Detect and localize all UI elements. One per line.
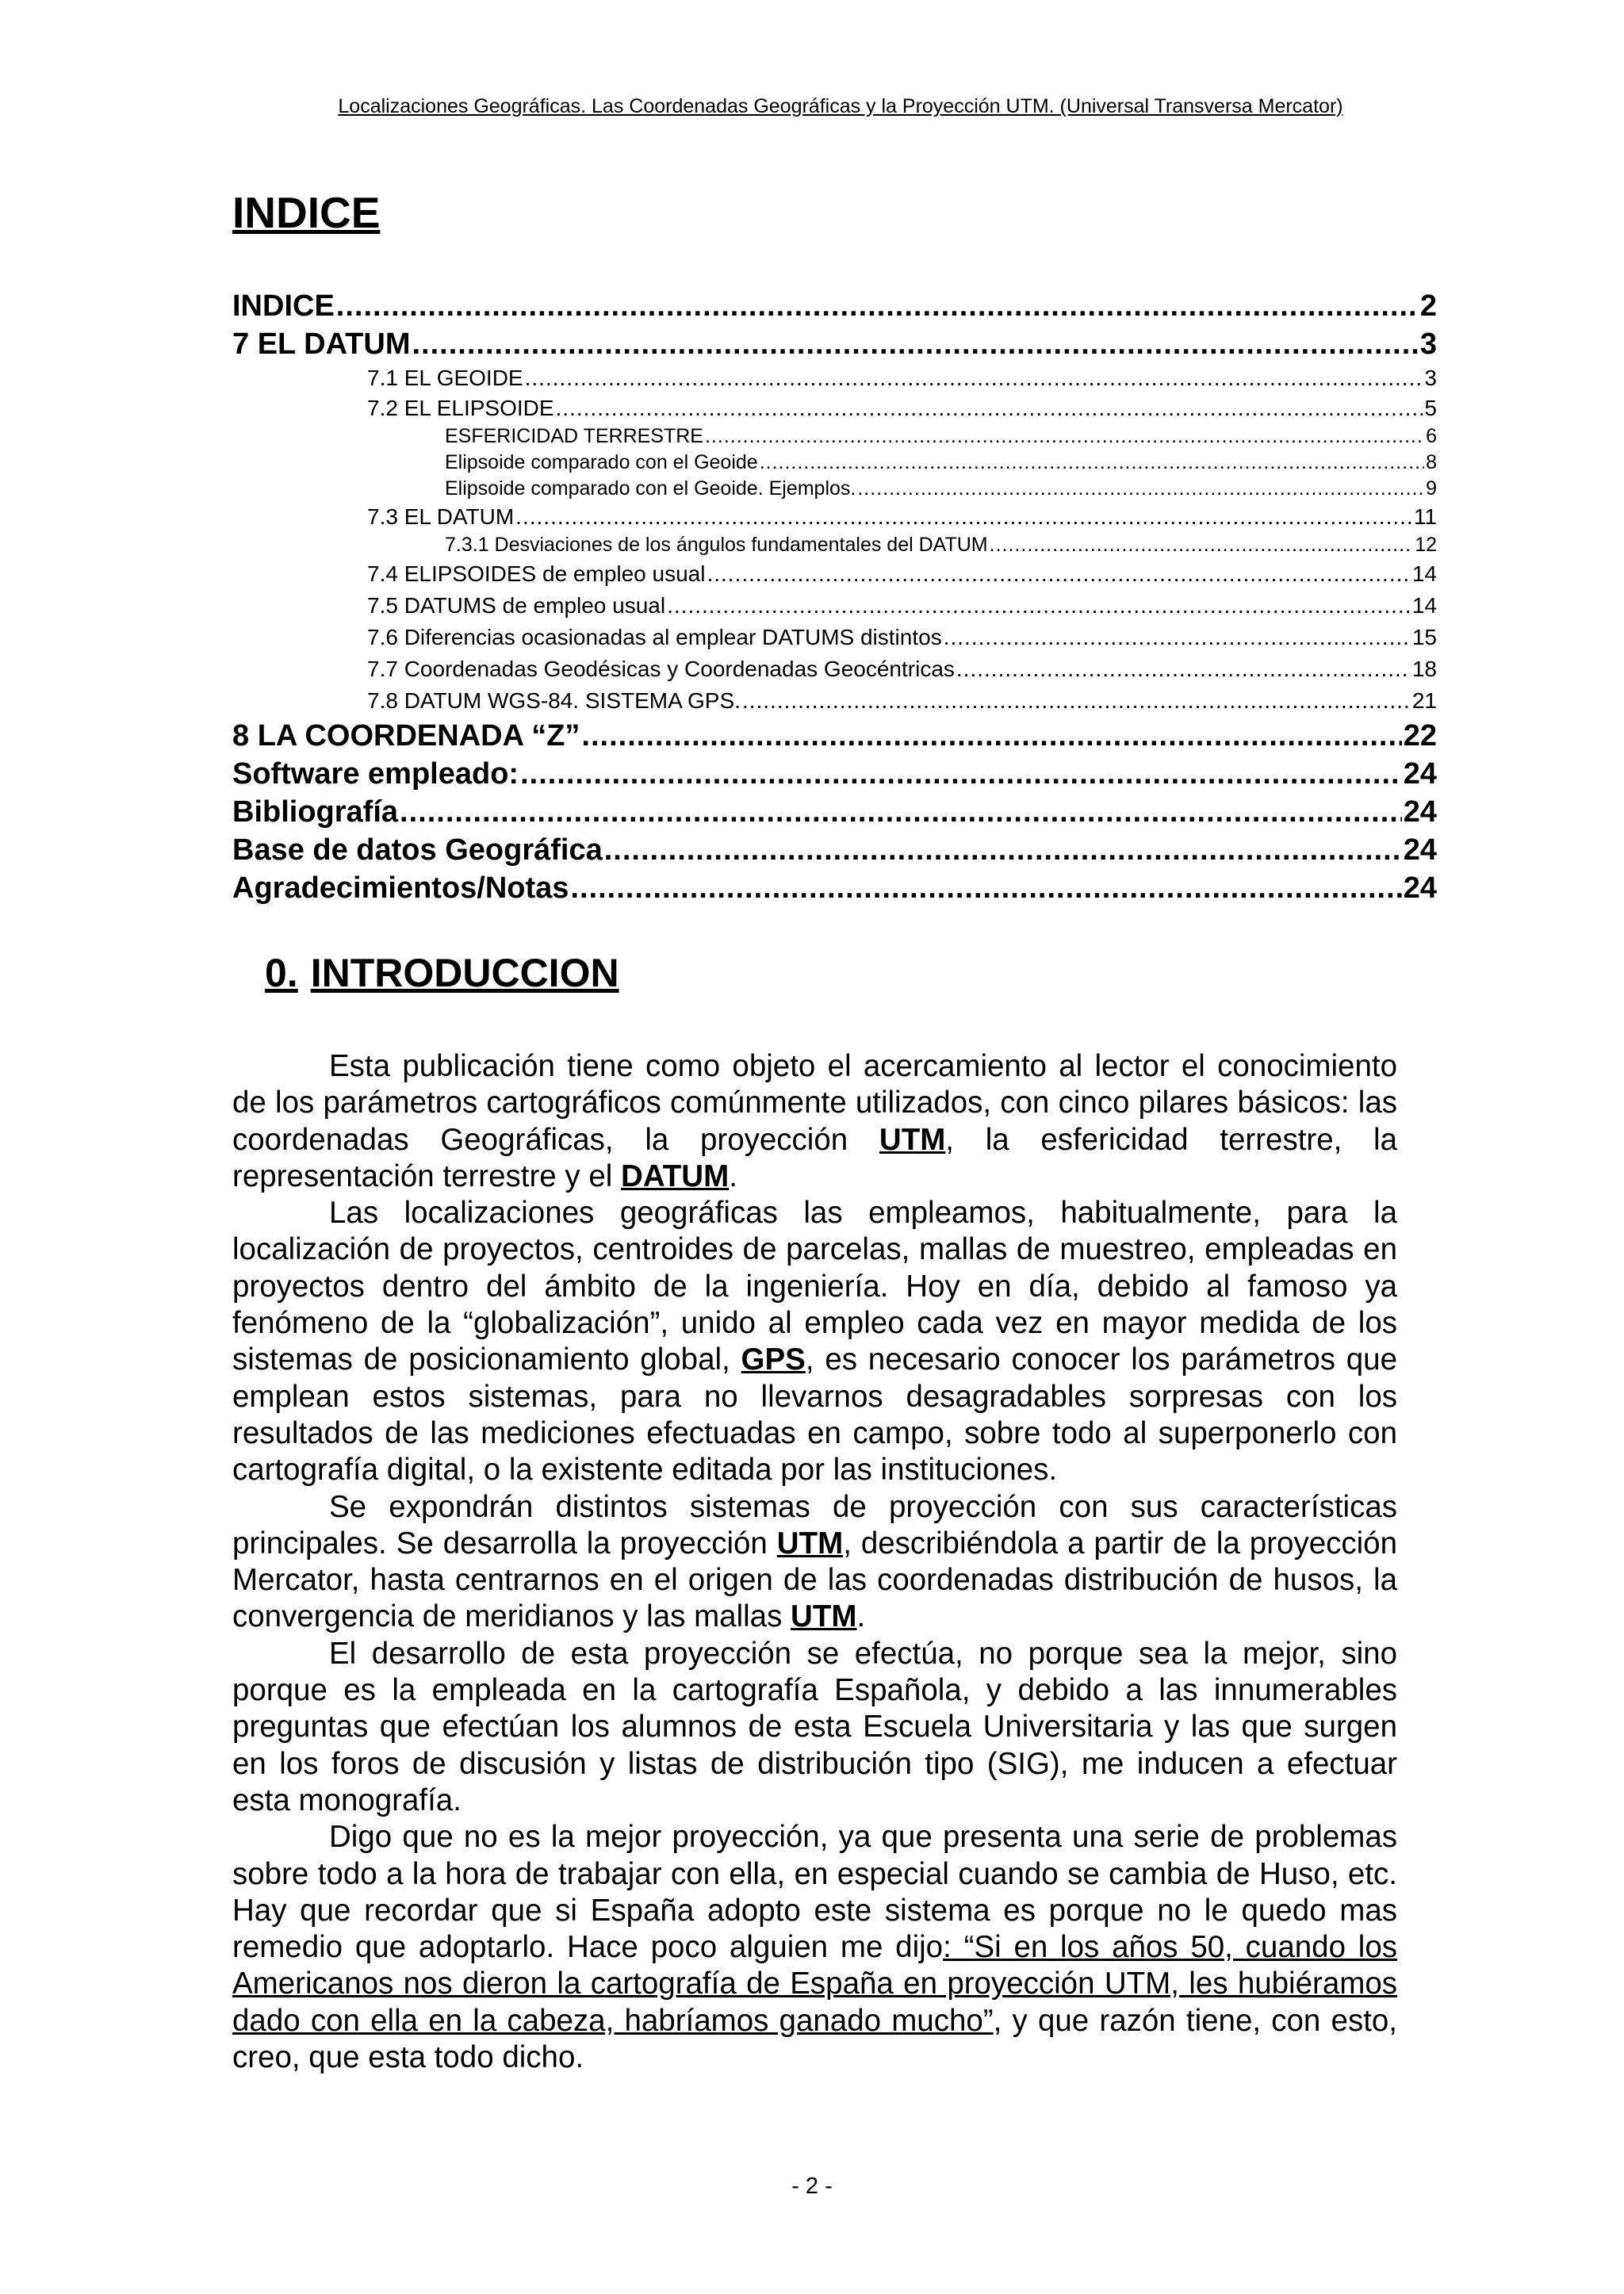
toc-entry-label: Agradecimientos/Notas [232, 871, 569, 905]
toc-entry-page: 8 [1426, 451, 1437, 473]
paragraph [232, 1819, 1397, 2076]
keyword-utm: UTM [879, 1122, 946, 1157]
toc-entry-page: 24 [1403, 757, 1437, 791]
text-run: . [856, 1599, 866, 1634]
toc-entry-label: Base de datos Geográfica [232, 833, 603, 867]
toc-entry[interactable] [232, 831, 1437, 869]
paragraph: El desarrollo de esta proyección se efectúa, no porque sea la mejor, sino porque es la empleada en la cartografía Española, y debido a las innumerables preguntas que efectúan los alumnos de esta Escuela Universitaria y las que surgen en los foros de discusión y listas de distribución tipo (SIG), me inducen a efectuar esta monografía. [232, 1636, 1397, 1817]
toc-entry-page: 15 [1411, 625, 1437, 649]
toc-entry-label: 7.7 Coordenadas Geodésicas y Coordenadas Geocéntricas [367, 657, 955, 681]
dot-leader [742, 685, 1411, 717]
toc-entry-page: 24 [1403, 795, 1437, 829]
toc-entry-label: 7.4 ELIPSOIDES de empleo usual [367, 561, 706, 586]
toc-entry[interactable] [232, 869, 1437, 907]
toc-entry[interactable] [232, 558, 1437, 590]
toc-entry-label: INDICE [232, 289, 335, 323]
toc-entry-label: 7 EL DATUM [232, 327, 411, 361]
section-number: 0. [265, 951, 298, 995]
toc-entry-page: 18 [1411, 657, 1437, 681]
toc-entry[interactable] [232, 287, 1437, 325]
toc-entry[interactable] [232, 653, 1437, 685]
text-run: Esta publicación tiene como objeto el acercamiento al lector el conocimiento de los parámetros cartográficos comúnmente utilizados, con cinco pilares básicos: las coordenadas Geográficas, la proyección [232, 1049, 1397, 1157]
keyword-utm: UTM [791, 1599, 857, 1634]
running-header: Localizaciones Geográficas. Las Coordenadas Geográficas y la Proyección UTM. (Universal Transversa Mercator) [338, 95, 1343, 117]
toc-entry[interactable] [232, 685, 1437, 717]
toc-entry[interactable] [232, 393, 1437, 423]
dot-leader [604, 831, 1402, 869]
toc-entry-label: Bibliografía [232, 795, 399, 829]
text-run: , es necesario conocer los parámetros que emplean estos sistemas, para no llevarnos desagradables sorpresas con los resultados de las mediciones efectuadas en campo, sobre todo al superponerlo con cartografía digital, o la existente editada por las instituciones. [232, 1342, 1398, 1488]
toc-entry-page: 21 [1411, 688, 1437, 713]
toc-entry-page: 6 [1426, 425, 1437, 447]
underlined-quote: : “Si en los años 50, cuando los Americanos nos dieron la cartografía de España en proyección UTM, les hubiéramos dado con ella en la cabeza, habríamos ganado mucho” [232, 1930, 1397, 2038]
dot-leader [857, 476, 1424, 502]
text-run: , describiéndola a partir de la proyección Mercator, hasta centrarnos en el origen de las coordenadas distribución de husos, la convergencia de meridianos y las mallas [232, 1526, 1397, 1634]
text-run: Se expondrán distintos sistemas de proyección con sus características principales. Se desarrolla la proyección [232, 1489, 1397, 1561]
paragraph [232, 1489, 1397, 1636]
toc-entry[interactable] [232, 755, 1437, 793]
text-run: , y que razón tiene, con esto, creo, que esta todo dicho. [232, 2003, 1397, 2075]
toc-entry[interactable] [232, 717, 1437, 755]
intro-heading [265, 950, 619, 996]
toc-entry-page: 2 [1419, 289, 1437, 323]
page-number: - 2 - [791, 2173, 833, 2199]
toc-entry-page: 5 [1424, 396, 1437, 420]
index-title: INDICE [232, 188, 381, 237]
text-run: . [729, 1158, 737, 1193]
toc-entry[interactable] [232, 793, 1437, 831]
toc-entry[interactable] [232, 325, 1437, 363]
toc-entry-page: 3 [1424, 366, 1437, 390]
dot-leader [705, 423, 1424, 450]
toc-entry-page: 14 [1411, 593, 1437, 618]
toc-entry-page: 14 [1411, 561, 1437, 586]
toc-entry-page: 11 [1413, 504, 1437, 529]
toc-entry-label: 7.1 EL GEOIDE [367, 366, 523, 390]
toc-entry-label: 7.6 Diferencias ocasionadas al emplear DATUMS distintos [367, 625, 942, 649]
dot-leader [760, 450, 1424, 476]
toc-entry-page: 22 [1403, 719, 1437, 753]
toc-entry-label: 7.3 EL DATUM [367, 504, 515, 529]
text-run: Las localizaciones geográficas las empleamos, habitualmente, para la localización de proyectos, centroides de parcelas, mallas de muestreo, empleadas en proyectos dentro del ámbito de la ingeniería. Hoy en día, debido al famoso ya fenómeno de la “globalización”, unido al empleo cada vez en mayor medida de los sistemas de posicionamiento global, [232, 1196, 1397, 1377]
toc-entry[interactable] [232, 532, 1437, 558]
dot-leader [556, 393, 1423, 423]
toc-entry[interactable] [232, 476, 1437, 502]
section-title: INTRODUCCION [310, 951, 619, 995]
toc-entry[interactable] [232, 622, 1437, 653]
toc-entry-page: 12 [1415, 534, 1437, 556]
keyword-gps: GPS [741, 1342, 806, 1377]
dot-leader [667, 590, 1411, 622]
toc-entry[interactable] [232, 423, 1437, 450]
toc-entry[interactable] [232, 363, 1437, 393]
dot-leader [570, 869, 1401, 907]
toc-entry-page: 3 [1419, 327, 1437, 361]
keyword-utm: UTM [776, 1526, 844, 1561]
toc-entry-page: 9 [1426, 477, 1437, 500]
keyword-datum: DATUM [621, 1158, 730, 1193]
text-run: , la esfericidad terrestre, la representación terrestre y el [232, 1122, 1397, 1193]
dot-leader [520, 755, 1402, 793]
toc-entry-page: 24 [1403, 833, 1437, 867]
toc-entry-label: 7.5 DATUMS de empleo usual [367, 593, 666, 618]
toc-entry-label: 7.3.1 Desviaciones de los ángulos fundamentales del DATUM [445, 534, 988, 556]
toc-entry-label: ESFERICIDAD TERRESTRE [445, 425, 703, 447]
toc-entry[interactable] [232, 450, 1437, 476]
toc-entry-label: Software empleado: [232, 757, 519, 791]
toc-entry[interactable] [232, 590, 1437, 622]
toc-entry-label: Elipsoide comparado con el Geoide. Ejemplos. [445, 477, 856, 500]
dot-leader [707, 558, 1410, 590]
paragraph [232, 1048, 1397, 1195]
table-of-contents [232, 287, 1437, 907]
dot-leader [515, 502, 1412, 532]
toc-entry-label: 7.2 EL ELIPSOIDE [367, 396, 554, 420]
dot-leader [944, 622, 1411, 653]
dot-leader [581, 717, 1401, 755]
toc-entry-label: 7.8 DATUM WGS-84. SISTEMA GPS. [367, 688, 741, 713]
dot-leader [990, 532, 1414, 558]
dot-leader [956, 653, 1411, 685]
toc-entry-page: 24 [1403, 871, 1437, 905]
intro-body [232, 1048, 1397, 2076]
toc-entry-label: Elipsoide comparado con el Geoide [445, 451, 758, 473]
dot-leader [412, 325, 1419, 363]
toc-entry-label: 8 LA COORDENADA “Z” [232, 719, 580, 753]
dot-leader [400, 793, 1402, 831]
dot-leader [525, 363, 1423, 393]
text-run: Digo que no es la mejor proyección, ya que presenta una serie de problemas sobre todo a la hora de trabajar con ella, en especial cuando se cambia de Huso, etc. Hay que recordar que si España adopto este sistema es porque no le quedo mas remedio que adoptarlo. Hace poco alguien me dijo [232, 1820, 1397, 1965]
dot-leader [336, 287, 1419, 325]
toc-entry[interactable] [232, 502, 1437, 532]
paragraph [232, 1195, 1397, 1488]
